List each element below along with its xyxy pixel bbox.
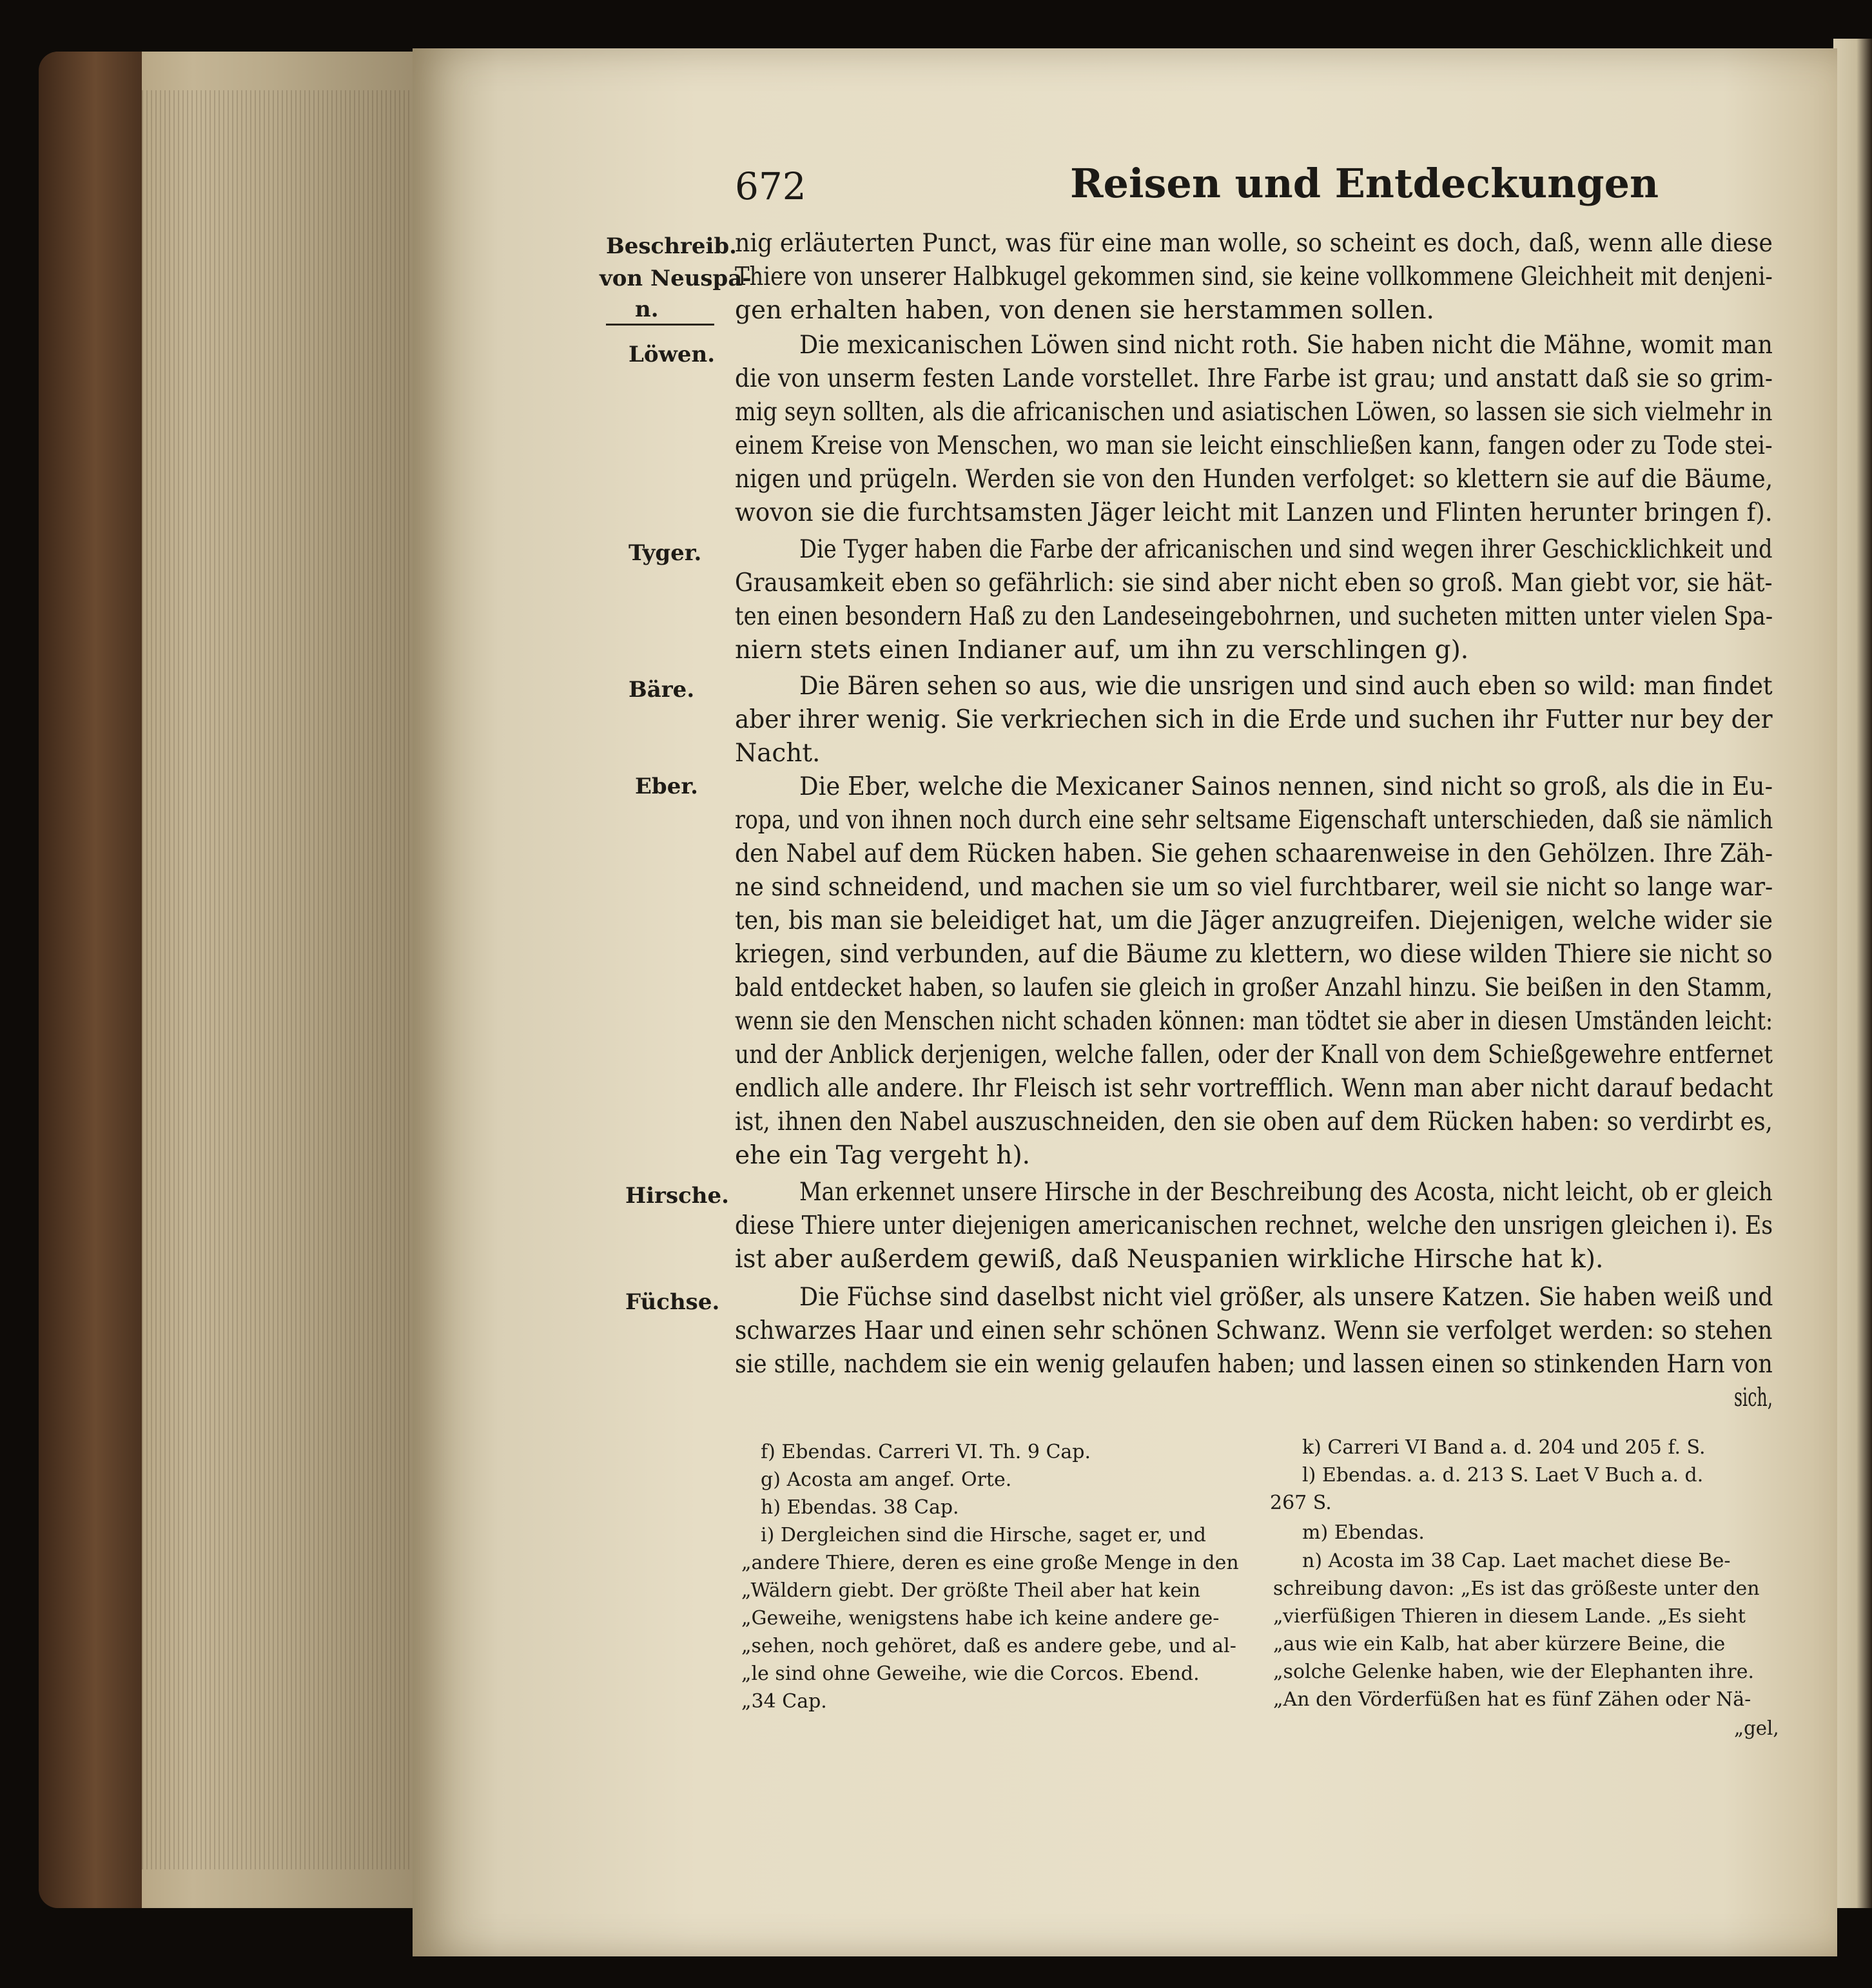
book-cover <box>39 52 142 1908</box>
margin-note: von Neuspa- <box>600 266 752 291</box>
text-line: Die Tyger haben die Farbe der africanischen und sind wegen ihrer Geschicklichkeit und <box>799 535 1773 564</box>
margin-note: n. <box>635 297 659 322</box>
text-line: bald entdecket haben, so laufen sie gleich in großer Anzahl hinzu. Sie beißen in den Stamm, <box>735 973 1773 1002</box>
page-number: 672 <box>735 164 806 208</box>
margin-note: Beschreib. <box>606 233 737 259</box>
footnote-line: f) Ebendas. Carreri VI. Th. 9 Cap. <box>761 1441 1091 1463</box>
footnote-line: „vierfüßigen Thieren in diesem Lande. „Es sieht <box>1273 1605 1746 1628</box>
margin-note: Bäre. <box>629 677 695 703</box>
text-line: aber ihrer wenig. Sie verkriechen sich in die Erde und suchen ihr Futter nur bey der <box>735 705 1773 734</box>
text-line: die von unserm festen Lande vorstellet. Ihre Farbe ist grau; und anstatt daß sie so grim- <box>735 364 1773 393</box>
footnote-line: „An den Vörderfüßen hat es fünf Zähen oder Nä- <box>1273 1688 1751 1711</box>
text-line: nigen und prügeln. Werden sie von den Hunden verfolget: so klettern sie auf die Bäume, <box>735 465 1773 494</box>
text-line: sie stille, nachdem sie ein wenig gelaufen haben; und lassen einen so stinkenden Harn von <box>735 1350 1773 1379</box>
text-line: Die Eber, welche die Mexicaner Sainos nennen, sind nicht so groß, als die in Eu- <box>799 772 1773 801</box>
text-line: Die Bären sehen so aus, wie die unsrigen und sind auch eben so wild: man findet <box>799 672 1773 701</box>
footnote-line: „Wäldern giebt. Der größte Theil aber hat kein <box>741 1579 1201 1602</box>
footnote-line: g) Acosta am angef. Orte. <box>761 1468 1012 1491</box>
text-line: gen erhalten haben, von denen sie herstammen sollen. <box>735 296 1434 325</box>
footnote-line: „aus wie ein Kalb, hat aber kürzere Beine, die <box>1273 1633 1726 1655</box>
text-line: mig seyn sollten, als die africanischen und asiatischen Löwen, so lassen sie sich vielmehr in <box>735 398 1773 427</box>
text-line: schwarzes Haar und einen sehr schönen Schwanz. Wenn sie verfolget werden: so stehen <box>735 1316 1773 1345</box>
text-line: wovon sie die furchtsamsten Jäger leicht mit Lanzen und Flinten herunter bringen f). <box>735 498 1773 527</box>
footnote-line: „solche Gelenke haben, wie der Elephanten ihre. <box>1273 1661 1755 1683</box>
text-line: Man erkennet unsere Hirsche in der Beschreibung des Acosta, nicht leicht, ob er gleich <box>799 1178 1773 1207</box>
text-line: Die mexicanischen Löwen sind nicht roth. Sie haben nicht die Mähne, womit man <box>799 331 1773 360</box>
text-line: ne sind schneidend, und machen sie um so viel furchtbarer, weil sie nicht so lange war- <box>735 873 1773 902</box>
text-line: ehe ein Tag vergeht h). <box>735 1141 1031 1170</box>
text-line: Thiere von unserer Halbkugel gekommen sind, sie keine vollkommene Gleichheit mit denjeni- <box>735 262 1773 291</box>
book-page-edges <box>39 52 425 1908</box>
text-line: nig erläuterten Punct, was für eine man wolle, so scheint es doch, daß, wenn alle diese <box>735 229 1773 258</box>
footnote-line: „34 Cap. <box>741 1690 827 1713</box>
footnote-line: „sehen, noch gehöret, daß es andere gebe, und al- <box>741 1635 1236 1657</box>
text-line: niern stets einen Indianer auf, um ihn zu verschlingen g). <box>735 636 1469 665</box>
text-line: ist, ihnen den Nabel auszuschneiden, den sie oben auf dem Rücken haben: so verdirbt es, <box>735 1107 1773 1136</box>
footnote-line: schreibung davon: „Es ist das größeste unter den <box>1273 1577 1760 1600</box>
text-line: sich, <box>1734 1383 1773 1412</box>
next-page-edge <box>1833 39 1872 1908</box>
margin-note: Tyger. <box>629 540 702 566</box>
footnote-line: l) Ebendas. a. d. 213 S. Laet V Buch a. d. <box>1302 1464 1704 1486</box>
footnote-line: „andere Thiere, deren es eine große Menge in den <box>741 1552 1239 1574</box>
footnote-line: „gel, <box>1734 1717 1779 1740</box>
footnote-line: i) Dergleichen sind die Hirsche, saget er, und <box>761 1524 1206 1546</box>
footnote-line: k) Carreri VI Band a. d. 204 und 205 f. S. <box>1302 1436 1706 1459</box>
text-line: einem Kreise von Menschen, wo man sie leicht einschließen kann, fangen oder zu Tode stei- <box>735 431 1773 460</box>
page-edge-stack <box>142 90 425 1869</box>
footnote-line: „Geweihe, wenigstens habe ich keine andere ge- <box>741 1607 1220 1630</box>
text-line: den Nabel auf dem Rücken haben. Sie gehen schaarenweise in den Gehölzen. Ihre Zäh- <box>735 839 1773 868</box>
margin-note: Eber. <box>635 774 698 799</box>
footnote-line: „le sind ohne Geweihe, wie die Corcos. Ebend. <box>741 1662 1200 1685</box>
text-line: Die Füchse sind daselbst nicht viel größer, als unsere Katzen. Sie haben weiß und <box>799 1283 1773 1312</box>
text-line: ropa, und von ihnen noch durch eine sehr seltsame Eigenschaft unterschieden, daß sie nämlich <box>735 806 1773 835</box>
margin-note: Hirsche. <box>625 1183 729 1209</box>
margin-note: Löwen. <box>629 342 716 367</box>
text-line: diese Thiere unter diejenigen americanischen rechnet, welche den unsrigen gleichen i). Es <box>735 1211 1773 1240</box>
running-title: Reisen und Entdeckungen <box>1070 160 1659 207</box>
text-line: ist aber außerdem gewiß, daß Neuspanien wirkliche Hirsche hat k). <box>735 1245 1604 1274</box>
text-line: kriegen, sind verbunden, auf die Bäume zu klettern, wo diese wilden Thiere sie nicht so <box>735 940 1773 969</box>
text-line: ten, bis man sie beleidiget hat, um die Jäger anzugreifen. Diejenigen, welche wider sie <box>735 906 1773 935</box>
footnote-line: n) Acosta im 38 Cap. Laet machet diese Be- <box>1302 1550 1731 1572</box>
text-line: wenn sie den Menschen nicht schaden können: man tödtet sie aber in diesen Umständen leicht: <box>735 1007 1773 1036</box>
footnote-line: h) Ebendas. 38 Cap. <box>761 1496 959 1519</box>
text-line: und der Anblick derjenigen, welche fallen, oder der Knall von dem Schießgewehre entfernet <box>735 1040 1773 1069</box>
text-line: ten einen besondern Haß zu den Landeseingebohrnen, und sucheten mitten unter vielen Spa- <box>735 602 1773 631</box>
margin-note: Füchse. <box>625 1289 720 1315</box>
text-line: endlich alle andere. Ihr Fleisch ist sehr vortrefflich. Wenn man aber nicht darauf bedacht <box>735 1074 1773 1103</box>
text-line: Grausamkeit eben so gefährlich: sie sind aber nicht eben so groß. Man giebt vor, sie hät- <box>735 569 1773 598</box>
text-line: Nacht. <box>735 739 821 768</box>
footnote-line: 267 S. <box>1270 1492 1332 1514</box>
footnote-line: m) Ebendas. <box>1302 1521 1425 1544</box>
margin-rule <box>606 324 714 326</box>
